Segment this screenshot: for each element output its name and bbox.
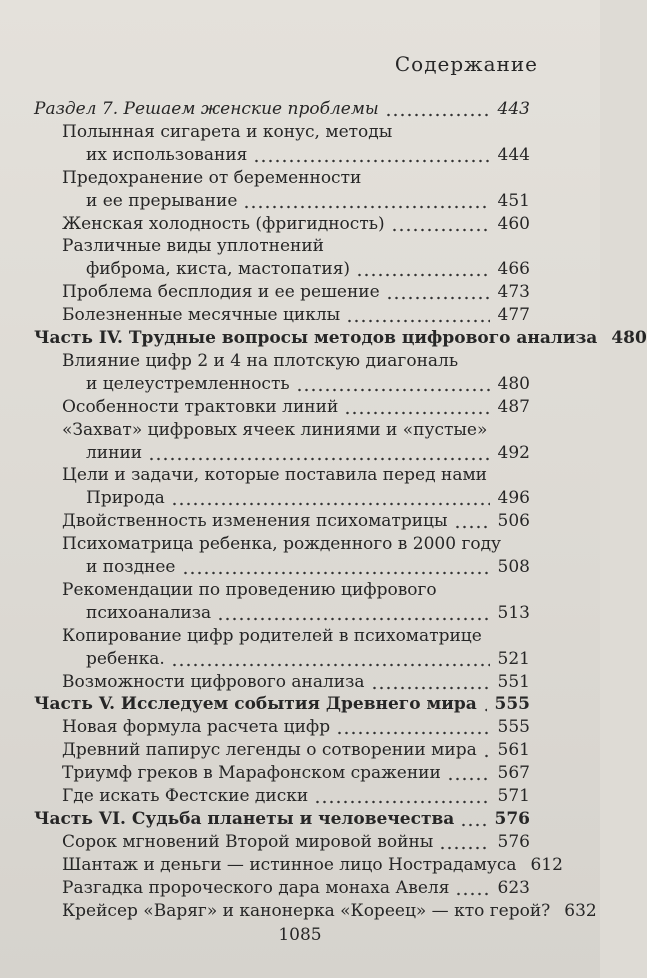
toc-entry-title: фиброма, киста, мастопатия)	[86, 259, 351, 280]
toc-entry-title: Часть V. Исследуем события Древнего мира	[34, 694, 477, 715]
toc-entry-title-line: «Захват» цифровых ячеек линиями и «пустые»	[62, 419, 488, 440]
dot-leader	[171, 487, 490, 509]
toc-entry-title: линии	[86, 442, 143, 463]
toc-page-number: 612	[530, 854, 563, 875]
page-number: 1085	[278, 925, 322, 945]
toc-entry-title: Двойственность изменения психоматрицы	[62, 511, 448, 532]
toc-page-number: 443	[497, 99, 530, 119]
dot-leader	[253, 144, 489, 166]
dot-leader	[217, 602, 489, 624]
toc-entry-title: Новая формула расчета цифр	[62, 717, 331, 738]
toc-page-number: 551	[497, 671, 530, 692]
dot-leader	[391, 213, 490, 235]
toc-page-number: 623	[497, 877, 530, 898]
dot-leader	[346, 304, 489, 326]
toc-entry-title: психоанализа	[86, 602, 212, 623]
toc-entry-title-line: Копирование цифр родителей в психоматрице	[62, 625, 482, 646]
toc-entry-title: Разгадка пророческого дара монаха Авеля	[62, 877, 450, 898]
dot-leader	[483, 693, 487, 715]
toc-page-number: 632	[564, 900, 597, 921]
toc-page-number: 460	[497, 213, 530, 234]
dot-leader	[344, 396, 489, 418]
dot-leader	[454, 510, 490, 532]
toc-entry-title-line: Полынная сигарета и конус, методы	[62, 121, 393, 142]
toc-page-number: 466	[497, 259, 530, 280]
toc-entry-title: Раздел 7. Решаем женские проблемы	[34, 99, 379, 119]
toc-entry-title: Возможности цифрового анализа	[62, 671, 365, 692]
toc-entry-title-line: Рекомендации по проведению цифрового	[62, 579, 437, 600]
dot-leader	[336, 716, 489, 738]
toc-page-number: 492	[497, 442, 530, 463]
toc-page-number: 444	[497, 144, 530, 165]
dot-leader	[356, 258, 489, 280]
toc-entry-title: Где искать Фестские диски	[62, 786, 309, 806]
dot-leader	[182, 556, 490, 578]
toc-entry-title-line: Предохранение от беременности	[62, 167, 362, 188]
toc-page-number: 496	[497, 488, 530, 509]
toc-entry-title: ребенка.	[86, 648, 165, 669]
dot-leader	[314, 785, 489, 807]
toc-page-number: 555	[494, 694, 530, 715]
dot-leader	[371, 671, 490, 693]
toc-entry-title: и ее прерывание	[86, 190, 238, 211]
toc-entry-title: Часть VI. Судьба планеты и человечества	[34, 808, 455, 829]
dot-leader	[296, 373, 490, 395]
toc-entry-title: Болезненные месячные циклы	[62, 305, 341, 326]
dot-leader	[243, 190, 489, 212]
toc-entry-title: их использования	[86, 144, 248, 165]
toc-page-number: 576	[497, 831, 530, 852]
toc-entry-title: и позднее	[86, 557, 176, 577]
toc-entry-title: Женская холодность (фригидность)	[62, 213, 385, 234]
dot-leader	[386, 281, 490, 303]
toc-page-number: 567	[497, 763, 530, 784]
toc-page-number: 513	[497, 602, 530, 623]
dot-leader	[455, 877, 489, 899]
toc-page-number: 561	[497, 740, 530, 761]
toc-entry-title: Особенности трактовки линий	[62, 396, 339, 417]
dot-leader	[171, 648, 490, 670]
toc-entry-title: Проблема бесплодия и ее решение	[62, 282, 380, 303]
dot-leader	[460, 808, 486, 830]
toc-entry-title: Триумф греков в Марафонском сражении	[62, 763, 441, 784]
toc-page-number: 480	[611, 328, 647, 348]
dot-leader	[148, 442, 489, 464]
toc-entry-title-line: Цели и задачи, которые поставила перед нами	[62, 465, 488, 486]
toc-page-number: 508	[497, 557, 530, 577]
toc-entry-title: Древний папирус легенды о сотворении мира	[62, 740, 477, 761]
toc-entry-title-line: Различные виды уплотнений	[62, 236, 324, 257]
dot-leader	[483, 739, 490, 761]
toc-page-number: 576	[494, 808, 530, 829]
toc-entry-title: Сорок мгновений Второй мировой войны	[62, 831, 434, 852]
running-header: Содержание	[394, 52, 538, 76]
toc-entry-title-line: Влияние цифр 2 и 4 на плотскую диагональ	[62, 350, 459, 371]
toc-page-number: 451	[497, 190, 530, 211]
toc-page-number: 487	[497, 396, 530, 417]
toc-entry-title: Природа	[86, 488, 165, 509]
toc-entry-title: Шантаж и деньги — истинное лицо Нострадамуса	[62, 854, 517, 875]
toc-page-number: 571	[497, 786, 530, 806]
toc-page-number: 506	[497, 511, 530, 532]
dot-leader	[439, 831, 489, 853]
toc-entry-title: и целеустремленность	[86, 373, 290, 394]
toc-page-number: 477	[497, 305, 530, 326]
toc-page-number: 521	[497, 648, 530, 669]
toc-entry-title-line: Психоматрица ребенка, рожденного в 2000 году	[62, 534, 502, 555]
toc-entry-title: Часть IV. Трудные вопросы методов цифрового анализа	[34, 328, 598, 348]
dot-leader	[385, 98, 490, 120]
dot-leader	[447, 762, 490, 784]
toc-entry-title: Крейсер «Варяг» и канонерка «Кореец» — кто герой?	[62, 900, 551, 921]
toc-page-number: 480	[497, 373, 530, 394]
toc-page-number: 555	[497, 717, 530, 738]
toc-page-number: 473	[497, 282, 530, 303]
